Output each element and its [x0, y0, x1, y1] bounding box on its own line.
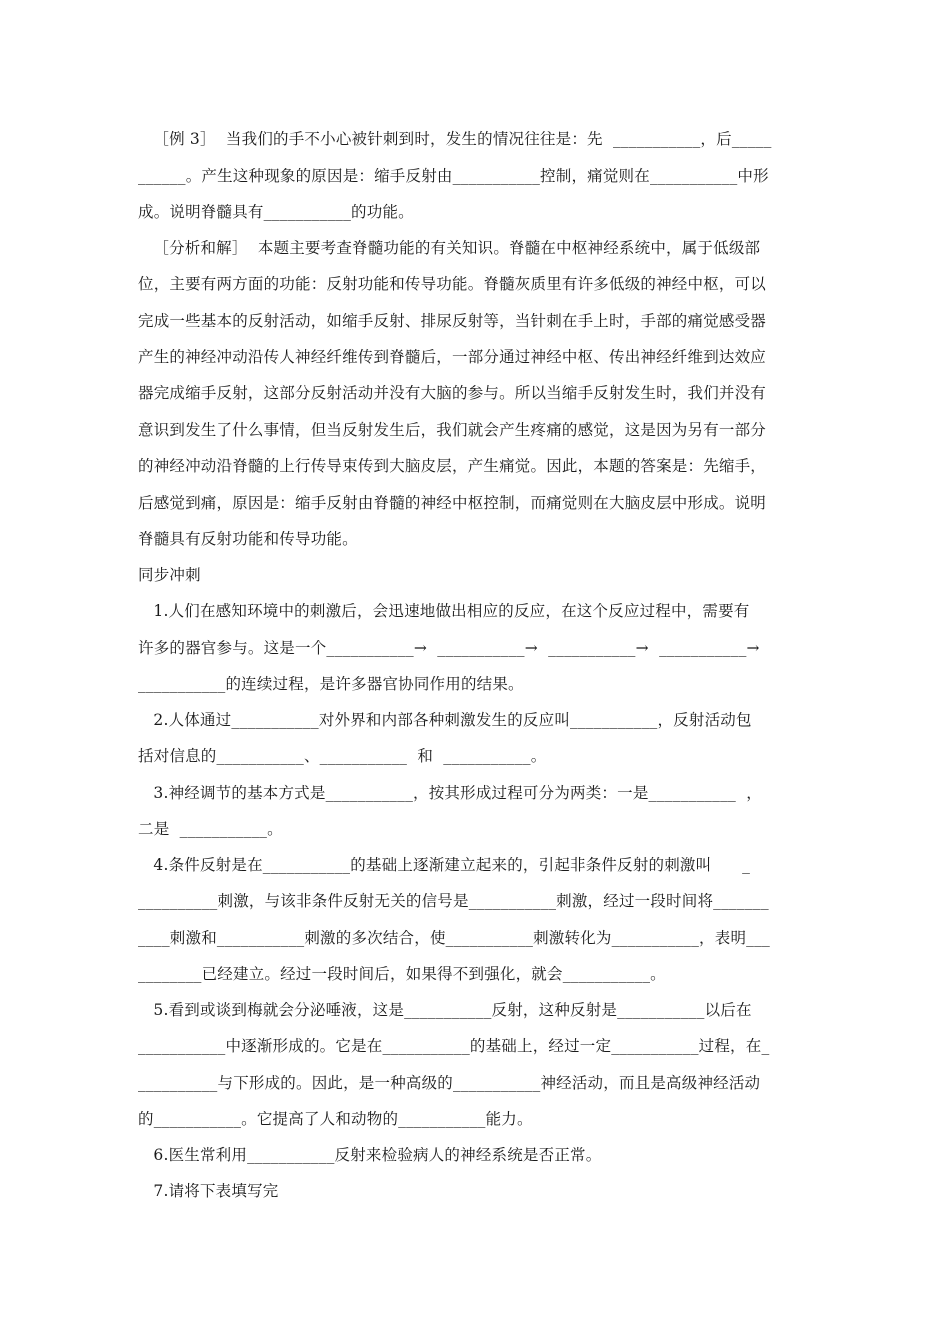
analysis-line-2: 位，主要有两方面的功能：反射功能和传导功能。脊髓灰质里有许多低级的神经中枢，可以 [138, 275, 767, 293]
q5-line-3: __________与下形成的。因此，是一种高级的___________神经活动，而且是高级神经活动 [138, 1074, 761, 1092]
analysis-line-1: ［分析和解］ 本题主要考查脊髓功能的有关知识。脊髓在中枢神经系统中，属于低级部 [138, 239, 761, 257]
q7-line-1: 7.请将下表填写完 [138, 1182, 279, 1200]
q2-line-2: 括对信息的___________、___________ 和 ___________。 [138, 747, 547, 765]
analysis-line-4: 产生的神经冲动沿传人神经纤维传到脊髓后，一部分通过神经中枢、传出神经纤维到达效应 [138, 348, 767, 366]
q1-line-3: ___________的连续过程，是许多器官协同作用的结果。 [138, 675, 524, 693]
q1-line-2: 许多的器官参与。这是一个___________→ ___________→ ___________→ ___________→ [138, 639, 760, 657]
q4-line-2: __________刺激，与该非条件反射无关的信号是___________刺激，经过一段时间将_______ [138, 892, 769, 910]
q5-line-2: ___________中逐渐形成的。它是在___________的基础上，经过一定___________过程，在_ [138, 1037, 770, 1055]
analysis-line-3: 完成一些基本的反射活动，如缩手反射、排尿反射等，当针刺在手上时，手部的痛觉感受器 [138, 312, 767, 330]
example-3-question-line-2: ______。产生这种现象的原因是：缩手反射由___________控制，痛觉则在___________中形 [138, 167, 769, 185]
q4-line-1: 4.条件反射是在___________的基础上逐渐建立起来的，引起非条件反射的刺激叫 _ [138, 856, 751, 874]
q3-line-1: 3.神经调节的基本方式是___________，按其形成过程可分为两类：一是___________ ， [138, 784, 762, 802]
analysis-line-8: 后感觉到痛，原因是：缩手反射由脊髓的神经中枢控制，而痛觉则在大脑皮层中形成。说明 [138, 494, 767, 512]
analysis-line-6: 意识到发生了什么事情，但当反射发生后，我们就会产生疼痛的感觉，这是因为另有一部分 [138, 421, 767, 439]
q4-line-4: ________已经建立。经过一段时间后，如果得不到强化，就会___________。 [138, 965, 666, 983]
analysis-line-9: 脊髓具有反射功能和传导功能。 [138, 530, 358, 548]
analysis-line-7: 的神经冲动沿脊髓的上行传导束传到大脑皮层，产生痛觉。因此，本题的答案是：先缩手， [138, 457, 767, 475]
q1-line-1: 1.人们在感知环境中的刺激后，会迅速地做出相应的反应，在这个反应过程中，需要有 [138, 602, 750, 620]
q5-line-1: 5.看到或谈到梅就会分泌唾液，这是___________反射，这种反射是___________以后在 [138, 1001, 752, 1019]
analysis-line-5: 器完成缩手反射，这部分反射活动并没有大脑的参与。所以当缩手反射发生时，我们并没有 [138, 384, 767, 402]
q6-line-1: 6.医生常利用___________反射来检验病人的神经系统是否正常。 [138, 1146, 602, 1164]
section-heading: 同步冲刺 [138, 566, 201, 584]
q4-line-3: ____刺激和___________刺激的多次结合，使___________刺激转化为___________，表明___ [138, 929, 771, 947]
q2-line-1: 2.人体通过___________对外界和内部各种刺激发生的反应叫___________，反射活动包 [138, 711, 752, 729]
q3-line-2: 二是 ___________。 [138, 820, 283, 838]
example-3-question-line-1: ［例 3］ 当我们的手不小心被针刺到时，发生的情况往往是：先 ___________，后_____ [138, 130, 772, 148]
example-3-question-line-3: 成。说明脊髓具有___________的功能。 [138, 203, 414, 221]
q5-line-4: 的___________。它提高了人和动物的___________能力。 [138, 1110, 533, 1128]
